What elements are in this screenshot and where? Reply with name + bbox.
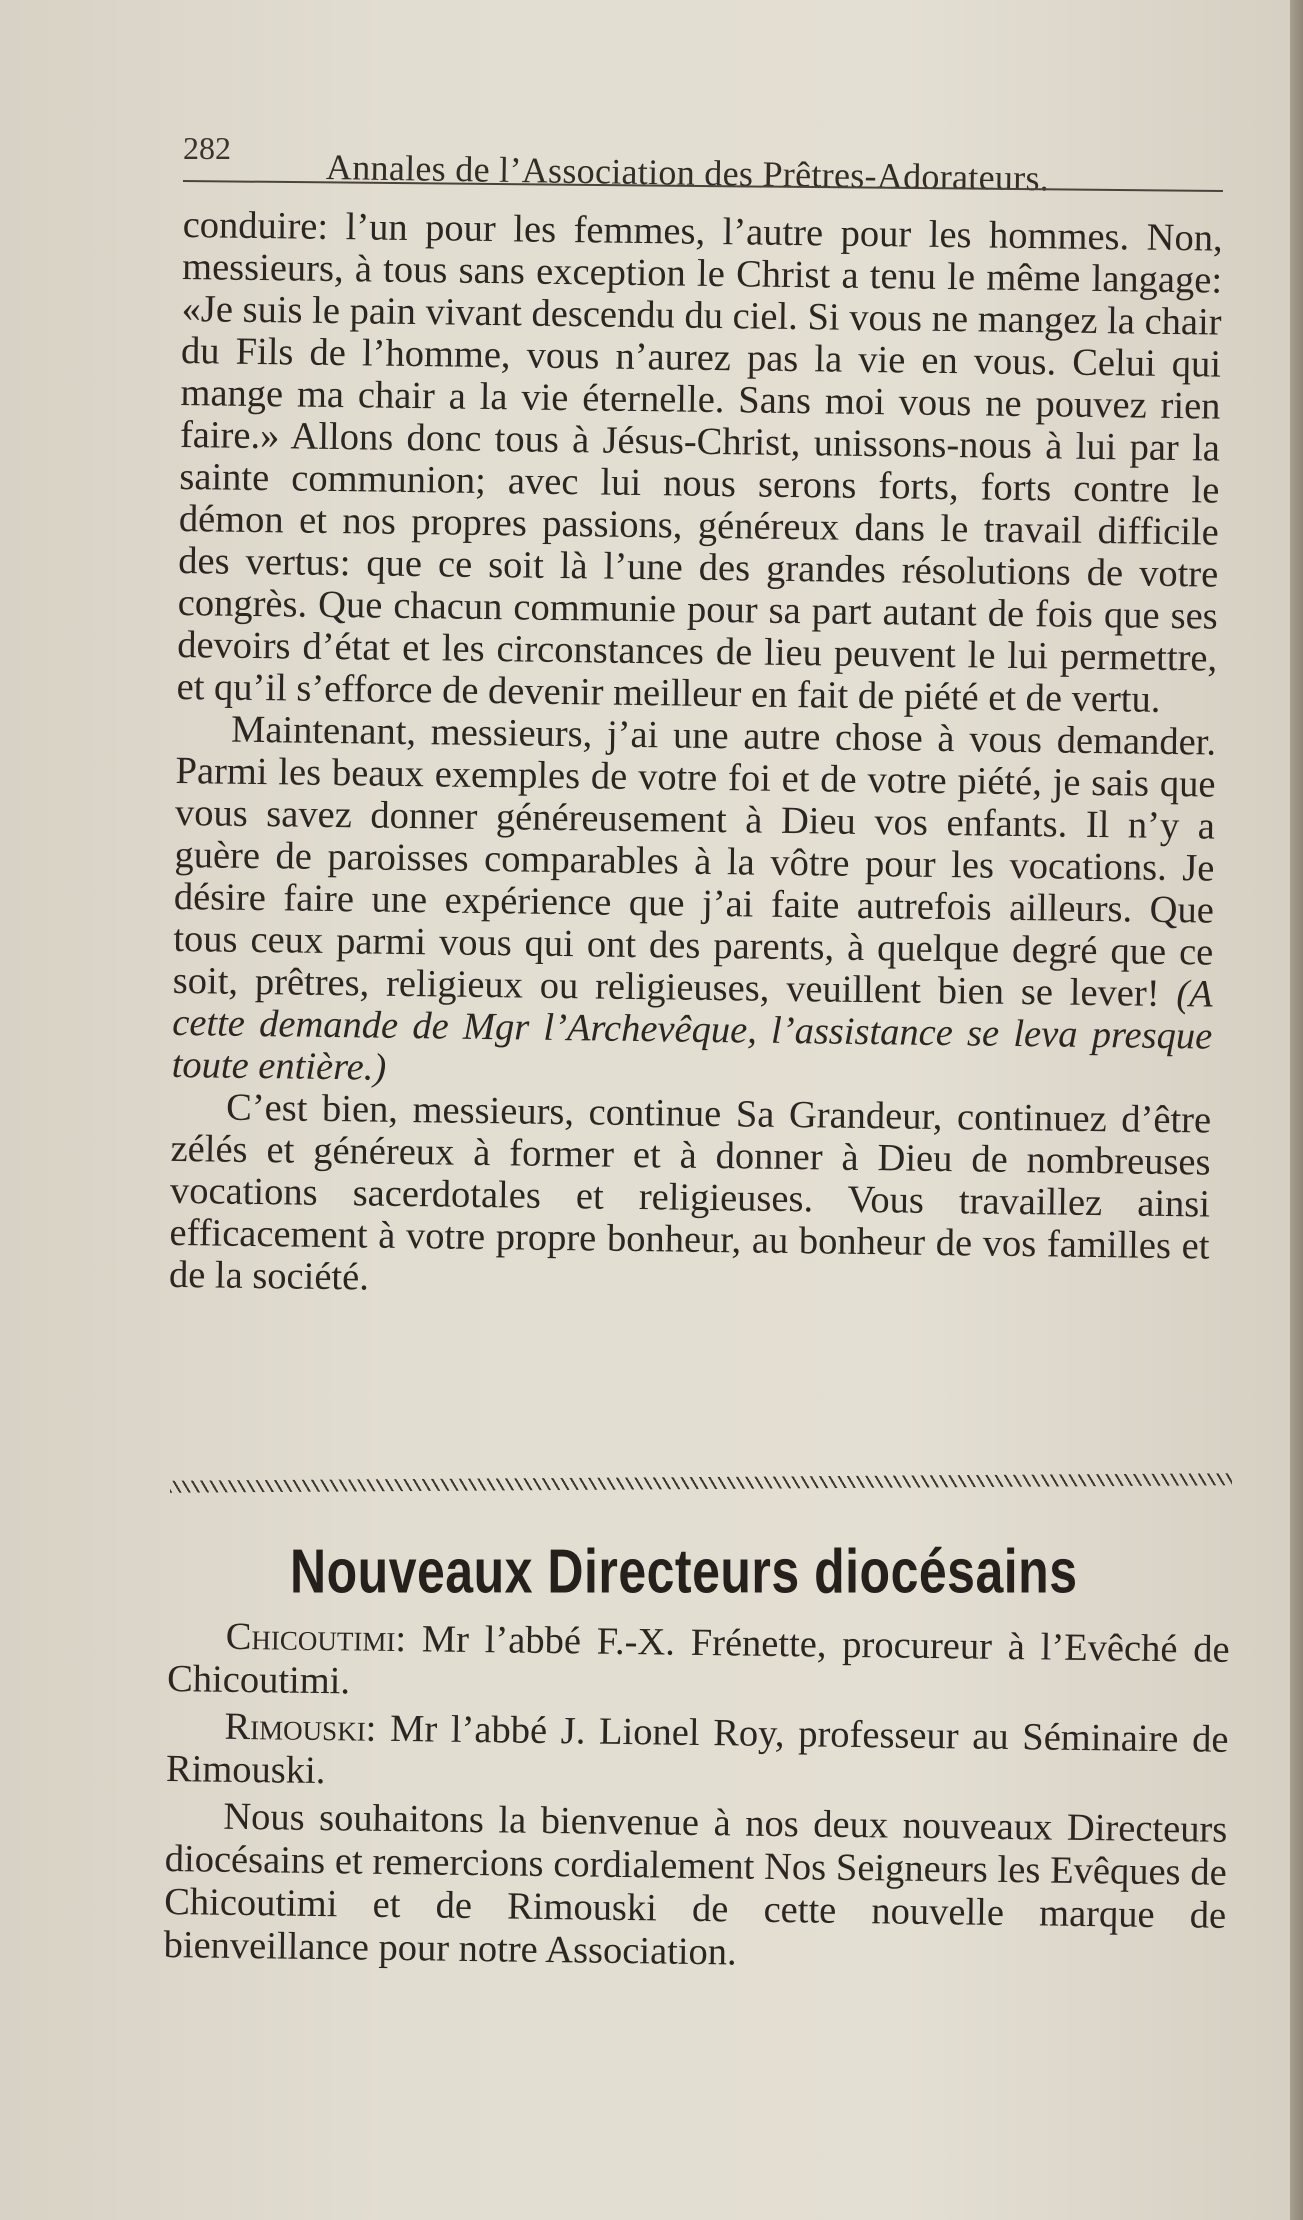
page-edge (1290, 0, 1303, 2220)
paragraph-2-italic: (A cette demande de Mgr l’Archevêque, l’assistance se leva presque toute entière.) (171, 973, 1214, 1089)
entry-rimouski (166, 1705, 1229, 1805)
entry-chicoutimi (167, 1615, 1230, 1715)
section-title: Nouveaux Directeurs diocésains (290, 1536, 1078, 1607)
paragraph-2-text: Maintenant, messieurs, j’ai une autre chose à vous demander. Parmi les beaux exemples de votre foi et de votre piété, je sais que vous savez donner généreusement à Dieu vos enfants. Il n’y a guère de paroisses comparables à la vôtre pour les vocations. Je désire faire une expérience que j’ai faite autrefois ailleurs. Que tous ceux parmi vous qui ont des parents, à quelque degré que ce soit, prêtres, religieux ou religieuses, veuillent bien se lever! (172, 708, 1217, 1015)
main-text (169, 204, 1223, 1310)
paragraph-2 (171, 708, 1216, 1100)
closing-paragraph: Nous souhaitons la bienvenue à nos deux nouveaux Directeurs diocésains et remercions cordialement Nos Seigneurs les Evêques de Chicoutimi et de Rimouski de cette nouvelle marque de bienveillance pour notre Association. (163, 1795, 1228, 1974)
running-title: Annales de l’Association des Prêtres-Adorateurs. (325, 147, 1050, 199)
page-number: 282 (183, 130, 231, 166)
entry-rimouski-place: Rimouski: (224, 1705, 377, 1750)
entry-chicoutimi-place: Chicoutimi: (225, 1615, 407, 1661)
directors-section (163, 1615, 1230, 1985)
entry-rimouski-text: Mr l’abbé J. Lionel Roy, professeur au Séminaire de Rimouski. (165, 1707, 1229, 1793)
page-header (183, 130, 1223, 199)
paragraph-3: C’est bien, messieurs, continue Sa Grandeur, continuez d’être zélés et généreux à former et à donner à Dieu de nombreuses vocations sacerdotales et religieuses. Vous travaillez ainsi efficacement à votre propre bonheur, au bonheur de vos familles et de la société. (168, 1086, 1212, 1299)
entry-chicoutimi-text: Mr l’abbé F.-X. Frénette, procureur à l’Evêché de Chicoutimi. (166, 1618, 1230, 1703)
paragraph-1: conduire: l’un pour les femmes, l’autre pour les hommes. Non, messieurs, à tous sans exception le Christ a tenu le même langage: «Je suis le pain vivant descendu du ciel. Si vous ne mangez la chair du Fils de l’homme, vous n’aurez pas la vie en vous. Celui qui mange ma chair a la vie éternelle. Sans moi vous ne pouvez rien faire.» Allons donc tous à Jésus-Christ, unissons-nous à lui par la sainte communion; avec lui nous serons forts, forts contre le démon et nos propres passions, généreux dans le travail difficile des vertus: que ce soit là l’une des grandes résolutions de votre congrès. Que chacun communie pour sa part autant de fois que ses devoirs d’état et les circonstances de lieu peuvent le lui permettre, et qu’il s’efforce de devenir meilleur en fait de piété et de vertu. (176, 204, 1223, 721)
section-divider (170, 1473, 1232, 1492)
